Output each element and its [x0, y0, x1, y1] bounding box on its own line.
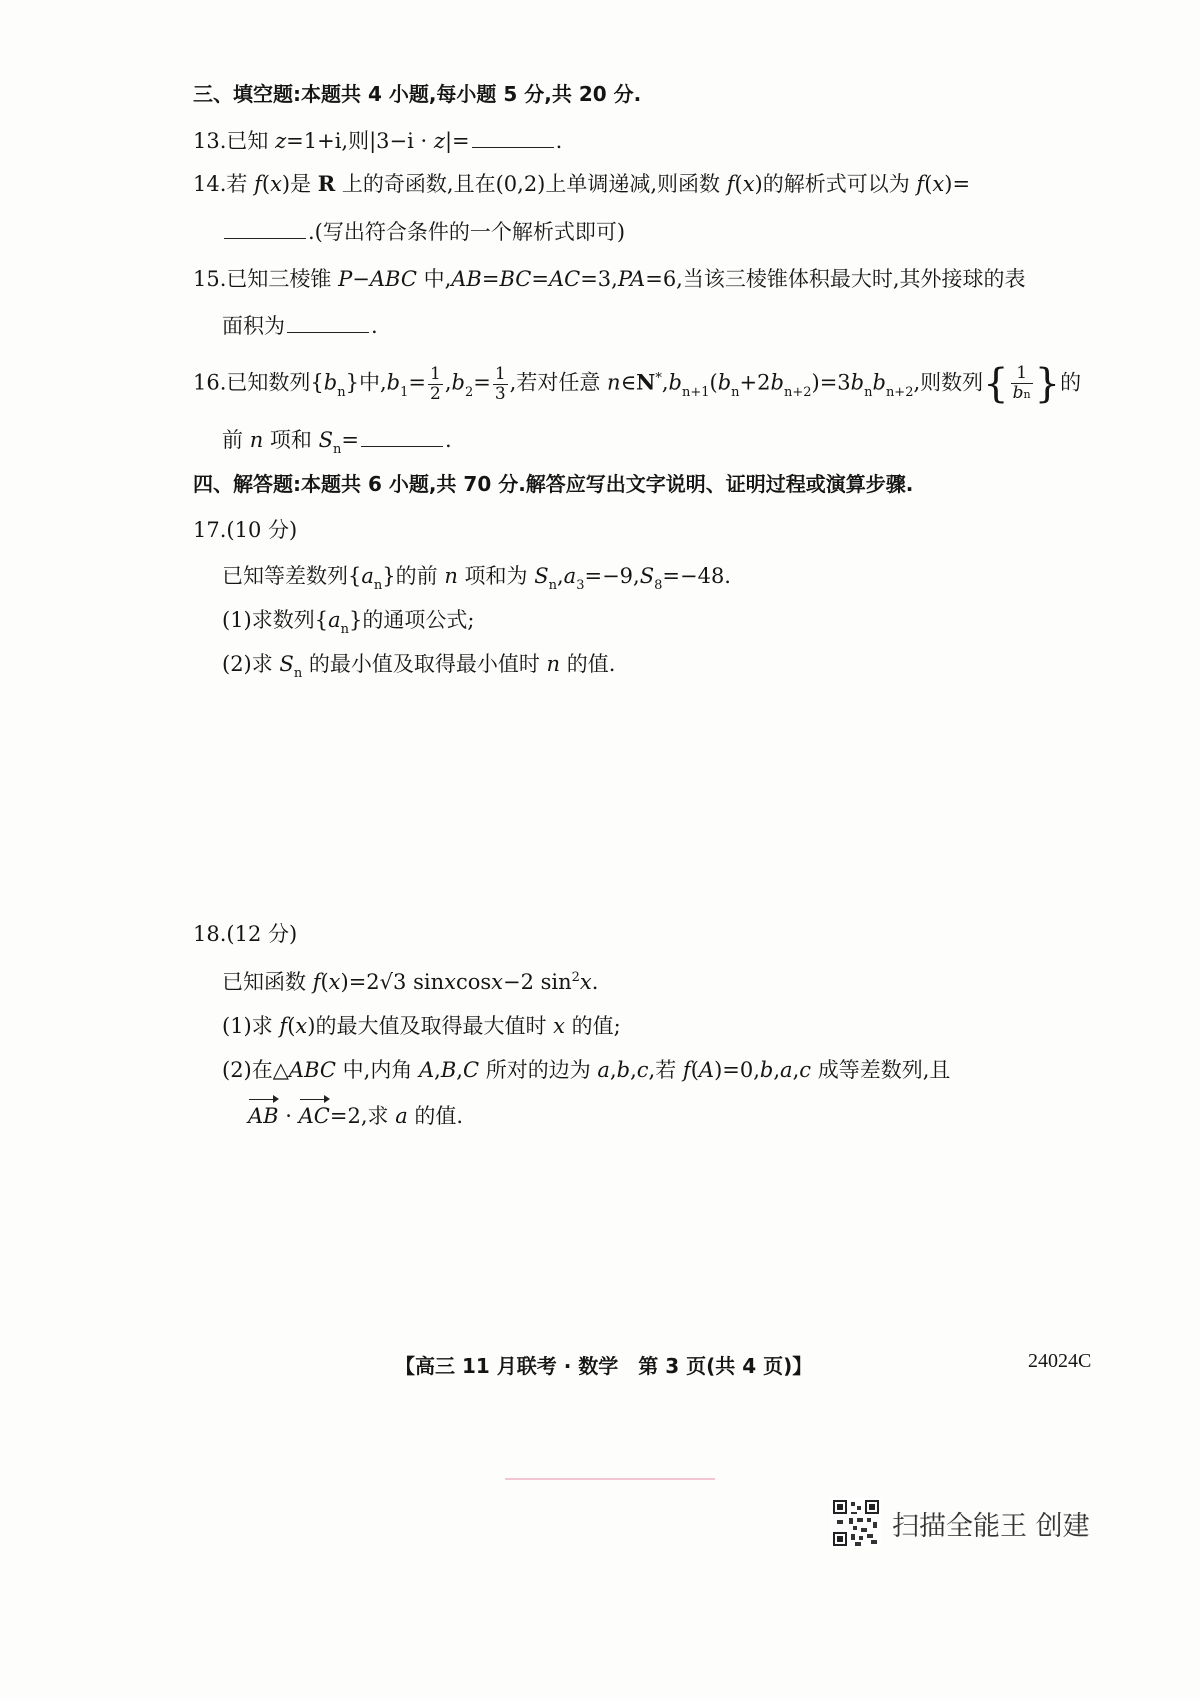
q17-var: n: [546, 652, 561, 676]
q17-var: S: [639, 564, 655, 588]
q18-text: (: [690, 1058, 699, 1082]
q16-text: (: [709, 370, 718, 395]
frac-numerator: 1: [494, 363, 506, 384]
q18-var: C: [462, 1058, 480, 1082]
q14-text: )是: [281, 172, 318, 196]
q14-text: )=: [944, 172, 971, 196]
exam-code: 24024C: [1028, 1350, 1092, 1372]
q16-subscript: 1: [400, 384, 409, 400]
q18-text: (1)求: [222, 1014, 280, 1038]
q17-text: }的前: [382, 564, 445, 588]
q15-var: ABC: [369, 267, 417, 291]
q17-var: S: [279, 652, 294, 676]
q18-text: ·: [278, 1104, 299, 1128]
q18-text: ,: [630, 1058, 637, 1082]
q16-var: b: [451, 370, 465, 395]
q18-text: 已知函数: [222, 970, 313, 994]
q14-text: 上的奇函数,且在(0,2)上单调递减,则函数: [335, 172, 727, 196]
q17-text: 项和为: [457, 564, 535, 588]
q14-var: f: [726, 172, 735, 196]
q18-var: a: [395, 1104, 408, 1128]
q13-text: .: [555, 129, 563, 153]
q18-var: b: [759, 1058, 774, 1082]
frac-denominator: [1011, 384, 1033, 404]
section-3-title: 三、填空题:本题共 4 小题,每小题 5 分,共 20 分.: [193, 82, 642, 106]
section-4-title: 四、解答题:本题共 6 小题,共 70 分.解答应写出文字说明、证明过程或演算步骤.: [193, 472, 914, 496]
q18-var: b: [616, 1058, 631, 1082]
frac-numerator: 1: [1011, 364, 1033, 384]
q16-var: n: [249, 428, 264, 452]
q18-text: )=0,: [714, 1058, 760, 1082]
q18-var: x: [579, 970, 592, 994]
q13-var: z: [275, 129, 287, 153]
q17-subscript: 8: [654, 578, 663, 593]
q15-text: =: [531, 267, 549, 291]
question-15-line-1: [193, 265, 1026, 293]
q16-subscript: n+2: [783, 384, 812, 400]
q16-subscript: n+2: [885, 384, 914, 400]
scan-artifact-line: [505, 1478, 715, 1480]
q18-var: a: [597, 1058, 610, 1082]
fraction-one-over-bn: [1011, 364, 1033, 404]
q18-text: )的最大值及取得最大值时: [307, 1014, 554, 1038]
q14-text: )的解析式可以为: [754, 172, 917, 196]
q15-var: PA: [617, 267, 646, 291]
q16-superscript: *: [655, 370, 662, 386]
q18-text: ,: [609, 1058, 617, 1082]
question-17-premise: [222, 562, 731, 594]
q17-text: 已知等差数列{: [222, 564, 362, 588]
q16-subscript: n: [337, 384, 346, 400]
answer-blank[interactable]: [361, 426, 443, 447]
q18-var: f: [312, 970, 321, 994]
q16-text: 前: [222, 428, 250, 452]
q14-var: f: [916, 172, 925, 196]
q17-subscript: n: [293, 666, 303, 681]
q18-var: A: [698, 1058, 715, 1082]
q16-text: )=3: [811, 370, 851, 395]
vector-AB: AB: [248, 1104, 279, 1128]
q14-set-R: R: [317, 171, 336, 196]
q16-subscript: n+1: [681, 384, 710, 400]
q15-text: =3,: [580, 267, 618, 291]
q18-var: a: [780, 1058, 793, 1082]
right-brace: }: [1034, 361, 1061, 407]
q15-text: −: [352, 267, 370, 291]
q16-text: .: [444, 428, 452, 452]
q15-text: =: [481, 267, 500, 291]
q17-text: 的最小值及取得最小值时: [302, 652, 547, 676]
question-14-line-2: [222, 218, 625, 246]
q16-set-N: N: [636, 369, 656, 395]
q15-var: AB: [451, 267, 482, 291]
q17-text: ,: [556, 564, 564, 588]
question-17-part-1: [222, 606, 474, 638]
q17-var: n: [444, 564, 458, 588]
q17-subscript: 3: [576, 578, 585, 593]
fraction-one-half: [428, 365, 443, 404]
q18-var: f: [279, 1014, 288, 1038]
question-16-line-2: [222, 426, 452, 458]
q16-subscript: n: [332, 442, 342, 457]
q17-var: a: [328, 608, 341, 632]
q18-text: ,: [792, 1058, 800, 1082]
q16-var: b: [323, 370, 338, 395]
question-18-heading: 18.(12 分): [193, 922, 298, 946]
q18-var: A: [419, 1058, 435, 1082]
q16-text: +2: [739, 370, 771, 395]
q15-var: P: [338, 267, 353, 291]
q17-var: S: [534, 564, 549, 588]
frac-denominator: 3: [494, 383, 506, 404]
page-footer: 【高三 11 月联考 · 数学 第 3 页(共 4 页)】: [395, 1354, 813, 1378]
q16-text: =: [473, 370, 491, 395]
fraction-one-third: [493, 365, 508, 404]
q18-var: x: [553, 1014, 565, 1038]
q14-text: .(写出符合条件的一个解析式即可): [308, 220, 626, 244]
q16-text: 的: [1060, 370, 1082, 395]
question-13: [193, 127, 562, 155]
q14-text: (: [924, 172, 933, 196]
q13-text: =1+i,则|3−i ·: [286, 129, 434, 153]
q18-text: =2,求: [329, 1104, 396, 1128]
q16-text: ∈: [620, 370, 637, 395]
q16-text: ,则数列: [913, 370, 984, 395]
question-16-line-1: [193, 361, 1082, 407]
question-15-line-2: [222, 312, 378, 340]
q14-text: 14.若: [193, 172, 255, 196]
q16-var: b: [717, 370, 732, 395]
q18-var: x: [491, 970, 503, 994]
q15-text: 中,: [416, 267, 452, 291]
q18-var: x: [295, 1014, 308, 1038]
question-14-line-1: [193, 170, 970, 198]
q18-text: ,: [434, 1058, 441, 1082]
q16-subscript: 2: [464, 384, 474, 400]
q13-text: |=: [444, 129, 470, 153]
q18-text: )=2√3 sin: [340, 970, 445, 994]
q15-var: AC: [548, 267, 581, 291]
q16-var: S: [318, 428, 333, 452]
q18-var: B: [440, 1058, 457, 1082]
q18-text: −2 sin: [502, 970, 572, 994]
qr-code-icon: [831, 1498, 881, 1548]
q18-var: f: [682, 1058, 691, 1082]
scanner-watermark: 扫描全能王 创建: [892, 1511, 1090, 1542]
q17-text: (1)求数列{: [222, 608, 329, 632]
q17-var: a: [563, 564, 577, 588]
q16-var: n: [607, 370, 621, 395]
q18-text: (: [320, 970, 329, 994]
q14-var: x: [270, 172, 282, 196]
answer-blank[interactable]: [224, 218, 306, 239]
q16-subscript: n: [1023, 388, 1031, 401]
q17-subscript: n: [373, 578, 383, 593]
q17-text: =−48.: [662, 564, 731, 588]
q16-var: b: [386, 370, 401, 395]
q18-text: .: [591, 970, 599, 994]
q18-text: 成等差数列,且: [811, 1058, 951, 1082]
question-18-premise: [222, 968, 598, 1000]
q17-text: =−9,: [584, 564, 640, 588]
question-18-part-1: [222, 1012, 621, 1040]
q16-text: }中,: [345, 370, 387, 395]
q18-text: ,: [456, 1058, 463, 1082]
q16-text: 16.已知数列{: [193, 370, 324, 395]
q16-var: b: [668, 370, 682, 395]
q18-text: cos: [455, 970, 492, 994]
q15-var: BC: [499, 267, 532, 291]
vector-AC: AC: [298, 1104, 330, 1128]
q18-text: 的值;: [564, 1014, 621, 1038]
q18-text: (2)在△: [222, 1058, 289, 1082]
q16-var: b: [770, 370, 784, 395]
q18-text: ,若: [648, 1058, 683, 1082]
q16-var: b: [1012, 383, 1024, 403]
q17-text: }的通项公式;: [349, 608, 475, 632]
frac-denominator: 2: [429, 383, 441, 404]
q16-var: b: [850, 370, 865, 395]
q14-text: (: [261, 172, 271, 196]
q18-text: (: [287, 1014, 296, 1038]
question-18-part-2: [222, 1056, 950, 1084]
q16-var: b: [872, 370, 886, 395]
q17-text: (2)求: [222, 652, 280, 676]
q18-text: ,: [773, 1058, 781, 1082]
q15-text: 15.已知三棱锥: [193, 267, 339, 291]
q16-text: =: [408, 370, 426, 395]
q16-text: ,: [444, 370, 452, 395]
q17-subscript: n: [548, 578, 557, 593]
answer-blank[interactable]: [287, 312, 369, 333]
q18-text: 的值.: [407, 1104, 464, 1128]
q17-var: a: [361, 564, 374, 588]
q16-text: ,: [661, 370, 669, 395]
q17-text: 的值.: [560, 652, 616, 676]
q18-superscript: 2: [571, 970, 580, 985]
q17-subscript: n: [340, 622, 350, 637]
q18-var: x: [444, 970, 456, 994]
q14-var: f: [254, 172, 262, 196]
q15-text: =6,当该三棱锥体积最大时,其外接球的表: [645, 267, 1026, 291]
q18-var: ABC: [288, 1058, 336, 1082]
q14-var: x: [742, 172, 755, 196]
q15-text: .: [371, 314, 378, 338]
left-brace: {: [983, 361, 1009, 407]
q16-text: =: [341, 428, 359, 452]
q14-text: (: [734, 172, 743, 196]
q18-text: 中,内角: [335, 1058, 419, 1082]
q16-subscript: n: [864, 384, 873, 400]
q16-text: 项和: [263, 428, 319, 452]
q16-text: ,若对任意: [509, 370, 608, 395]
q14-var: x: [932, 172, 945, 196]
q16-subscript: n: [731, 384, 740, 400]
question-17-part-2: [222, 650, 615, 682]
question-17-heading: 17.(10 分): [193, 518, 298, 542]
q18-text: 所对的边为: [479, 1058, 598, 1082]
frac-numerator: 1: [429, 363, 441, 384]
q15-text: 面积为: [222, 314, 285, 338]
question-18-part-2-cont: [248, 1102, 463, 1130]
q18-var: x: [328, 970, 341, 994]
q18-var: c: [799, 1058, 812, 1082]
q18-var: c: [636, 1058, 649, 1082]
answer-blank[interactable]: [472, 127, 554, 148]
q13-var: z: [433, 129, 445, 153]
q13-text: 13.已知: [193, 129, 276, 153]
